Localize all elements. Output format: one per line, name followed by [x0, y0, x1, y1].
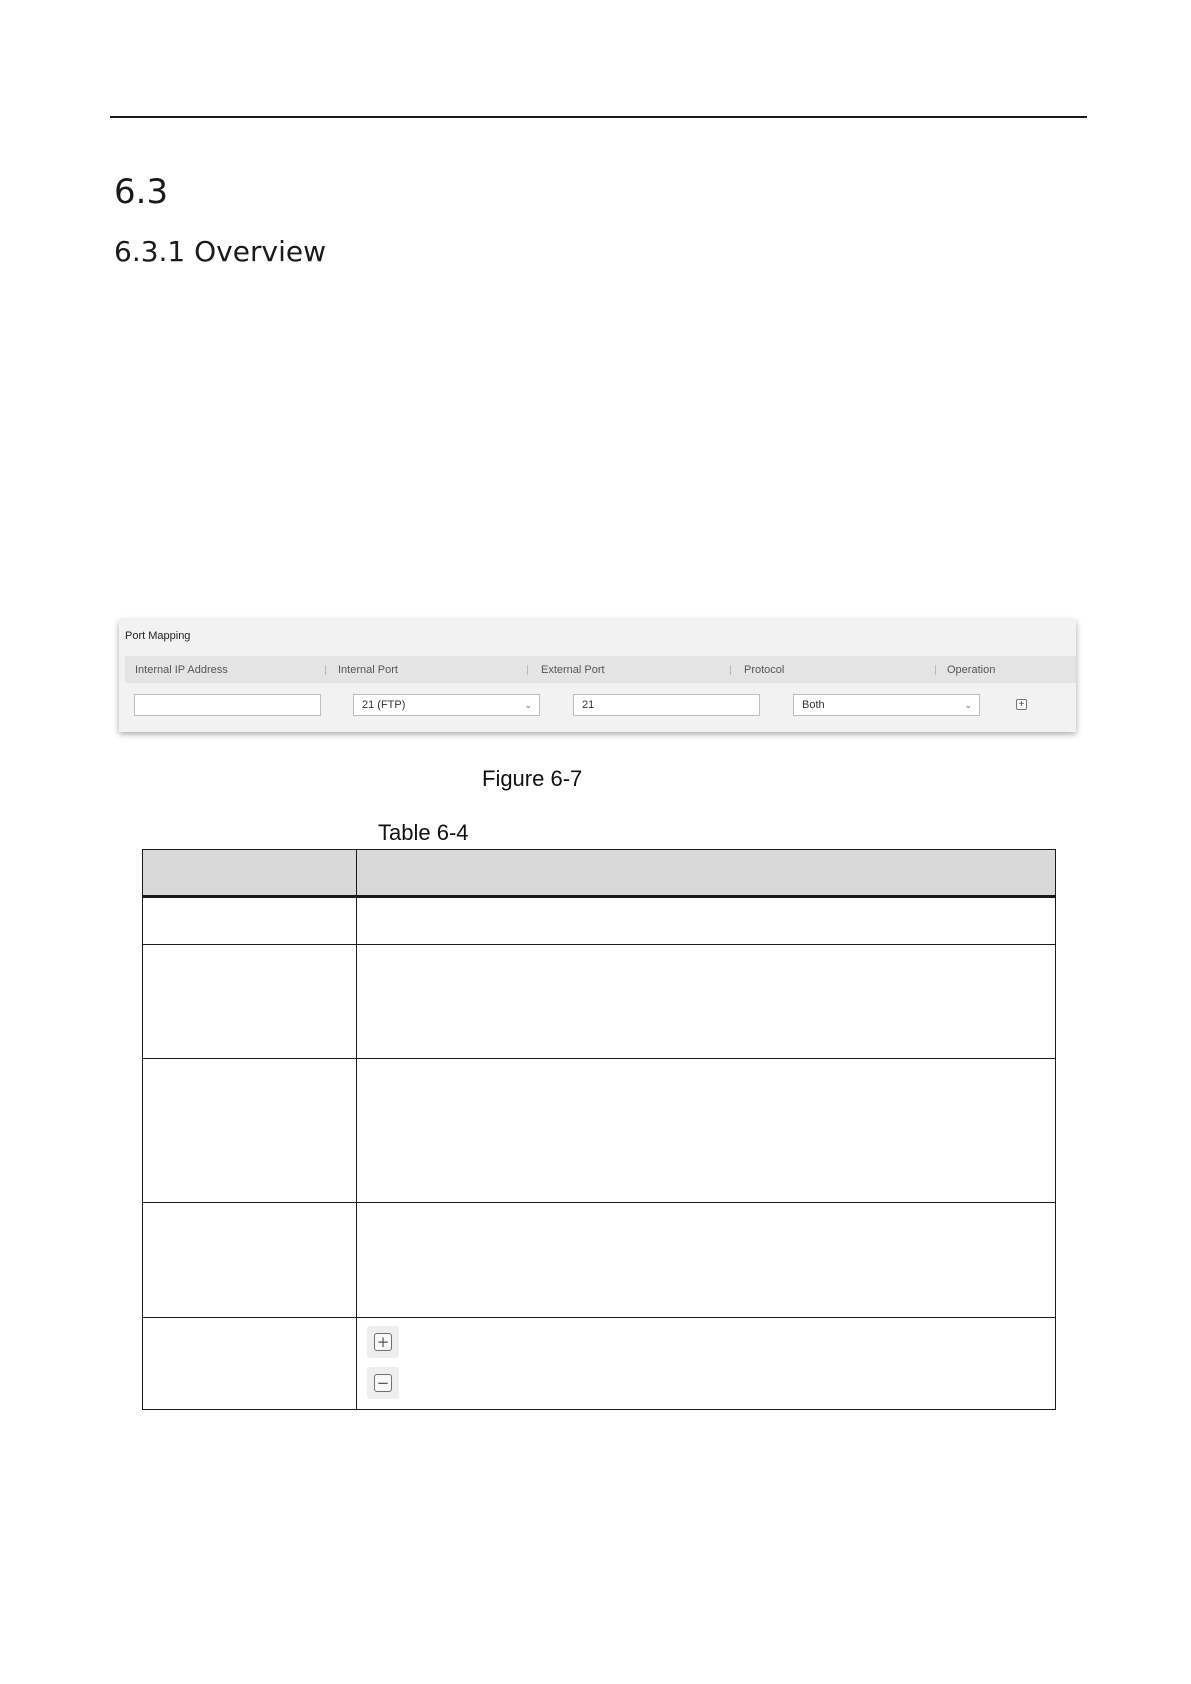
table-cell: [143, 1318, 357, 1410]
table-row: [143, 897, 1056, 945]
parameter-table: [142, 849, 1056, 1410]
column-header-internal-ip: Internal IP Address: [135, 664, 228, 676]
column-separator: [730, 665, 731, 675]
column-separator: [935, 665, 936, 675]
table-cell: [143, 945, 357, 1059]
chevron-down-icon: ⌄: [964, 700, 972, 710]
table-cell: [357, 1203, 1056, 1318]
subsection-title: 6.3.1 Overview: [114, 235, 326, 268]
panel-title: Port Mapping: [125, 630, 191, 642]
table-cell: [143, 1059, 357, 1203]
table-cell-operation-icons: [357, 1318, 1056, 1410]
table-row: [143, 1059, 1056, 1203]
table-cell: [143, 897, 357, 945]
table-caption: Table 6-4: [378, 820, 469, 845]
section-number: 6.3: [114, 172, 169, 212]
external-port-input[interactable]: 21: [573, 694, 760, 716]
internal-port-select[interactable]: [353, 694, 540, 716]
column-header-row: [125, 656, 1076, 683]
table-cell: [143, 1203, 357, 1318]
add-rule-button[interactable]: [1016, 699, 1027, 710]
table-header-row: [143, 850, 1056, 897]
table-row: [143, 1318, 1056, 1410]
table-header-cell: [143, 850, 357, 897]
table-cell: [357, 897, 1056, 945]
internal-port-value: 21 (FTP): [362, 699, 406, 711]
table-row: [143, 1203, 1056, 1318]
table-header-cell: [357, 850, 1056, 897]
column-header-protocol: Protocol: [744, 664, 785, 676]
column-header-operation: Operation: [947, 664, 996, 676]
protocol-value: Both: [802, 699, 825, 711]
port-mapping-figure: [119, 620, 1076, 732]
chevron-down-icon: ⌄: [524, 700, 532, 710]
protocol-select[interactable]: [793, 694, 980, 716]
plus-square-icon: +: [1018, 699, 1025, 710]
plus-square-icon: +: [367, 1326, 399, 1358]
figure-caption: Figure 6-7: [482, 766, 583, 791]
header-rule: [110, 116, 1087, 118]
table-cell: [357, 945, 1056, 1059]
column-header-external-port: External Port: [541, 664, 605, 676]
column-header-internal-port: Internal Port: [338, 664, 398, 676]
table-cell: [357, 1059, 1056, 1203]
minus-square-icon: −: [367, 1367, 399, 1399]
table-row: [143, 945, 1056, 1059]
internal-ip-input[interactable]: [134, 694, 321, 716]
column-separator: [325, 665, 326, 675]
column-separator: [527, 665, 528, 675]
